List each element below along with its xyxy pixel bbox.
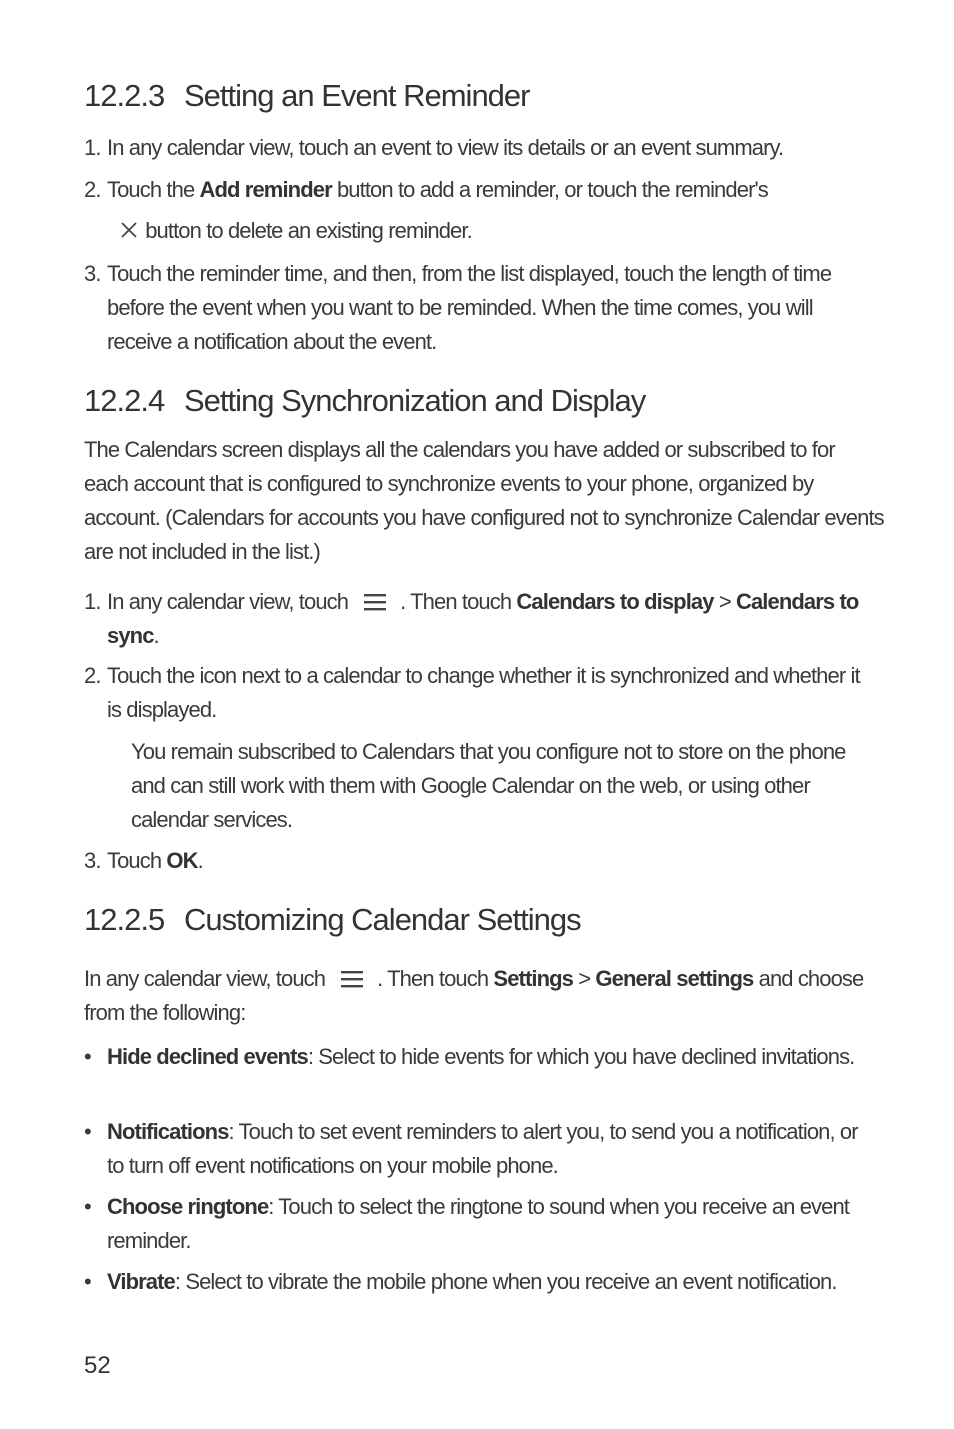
list-number: 1. — [84, 589, 101, 614]
list-text: Touch the reminder time, and then, from the list displayed, touch the length of time before the event when you want to be reminded. When the time comes, you will receive a notification about the event. — [107, 261, 832, 354]
section-title: Setting an Event Reminder — [184, 78, 530, 113]
option-name: Vibrate — [107, 1269, 175, 1294]
list-item — [84, 173, 874, 207]
option-name: Choose ringtone — [107, 1194, 269, 1219]
bullet-text — [107, 1265, 874, 1299]
text-run: button to add a reminder, or touch the reminder's — [331, 177, 768, 202]
list-number: 3. — [84, 848, 101, 873]
text-run: In any calendar view, touch — [84, 966, 326, 991]
section-heading-12-2-3 — [84, 78, 530, 114]
section-heading-12-2-5 — [84, 902, 581, 938]
calendars-to-display-label: Calendars to display — [516, 589, 714, 614]
text-run: Touch the — [107, 177, 200, 202]
section-title: Setting Synchronization and Display — [184, 383, 646, 418]
list-text — [107, 173, 874, 207]
section-number: 12.2.5 — [84, 902, 165, 937]
bullet-item — [84, 1115, 874, 1183]
list-number: 2. — [84, 177, 101, 202]
text-run: . Then touch — [377, 966, 494, 991]
list-item — [84, 585, 874, 653]
list-item — [84, 257, 874, 359]
calendars-to-sync-label: Calendars to sync — [107, 589, 859, 648]
section-intro: The Calendars screen displays all the calendars you have added or subscribed to for each account that is configured to synchronize events to your phone, organized by account. (Calendars for accounts you have configured not to synchronize Calendar events are not included in the list.) — [84, 437, 884, 564]
text-run: > — [713, 589, 736, 614]
bullet-text — [107, 1115, 874, 1183]
list-text — [107, 844, 874, 878]
text-run: > — [573, 966, 596, 991]
list-text — [107, 585, 874, 653]
bullet-marker: • — [84, 1044, 91, 1069]
menu-icon — [339, 969, 365, 989]
list-item — [84, 131, 874, 165]
general-settings-label: General settings — [595, 966, 754, 991]
text-run: and choose from the following: — [84, 966, 864, 1025]
text-run: button to delete an existing reminder. — [140, 218, 472, 243]
section-number: 12.2.3 — [84, 78, 165, 113]
bullet-marker: • — [84, 1119, 91, 1144]
option-description: : Touch to select the ringtone to sound when you receive an event reminder. — [107, 1194, 850, 1253]
list-text: In any calendar view, touch an event to view its details or an event summary. — [107, 135, 784, 160]
option-description: : Touch to set event reminders to alert you, to send you a notification, or to turn off event notifications on your mobile phone. — [107, 1119, 858, 1178]
list-number: 2. — [84, 663, 101, 688]
settings-label: Settings — [493, 966, 574, 991]
text-run: . Then touch — [400, 589, 517, 614]
option-name: Hide declined events — [107, 1044, 308, 1069]
close-x-icon — [118, 219, 140, 241]
list-continuation — [118, 214, 472, 248]
page-number: 52 — [84, 1352, 111, 1379]
bullet-item — [84, 1265, 874, 1299]
add-reminder-label: Add reminder — [199, 177, 332, 202]
section-title: Customizing Calendar Settings — [184, 902, 581, 937]
section-intro — [84, 962, 874, 1030]
list-item — [84, 659, 874, 727]
list-item — [84, 844, 874, 878]
list-number: 3. — [84, 261, 101, 286]
option-description: : Select to vibrate the mobile phone when you receive an event notification. — [174, 1269, 837, 1294]
menu-icon — [362, 592, 388, 612]
bullet-item — [84, 1040, 874, 1074]
section-heading-12-2-4 — [84, 383, 645, 419]
note-text: You remain subscribed to Calendars that you configure not to store on the phone and can still work with them with Google Calendar on the web, or using other calendar services. — [131, 739, 846, 832]
text-run: In any calendar view, touch — [107, 589, 349, 614]
option-name: Notifications — [107, 1119, 229, 1144]
ok-label: OK — [166, 848, 198, 873]
bullet-text — [107, 1190, 874, 1258]
bullet-marker: • — [84, 1269, 91, 1294]
bullet-text — [107, 1040, 874, 1074]
option-description: : Select to hide events for which you have declined invitations. — [307, 1044, 855, 1069]
list-number: 1. — [84, 135, 101, 160]
text-run: . — [153, 623, 159, 648]
text-run: Touch — [107, 848, 167, 873]
bullet-marker: • — [84, 1194, 91, 1219]
bullet-item — [84, 1190, 874, 1258]
section-number: 12.2.4 — [84, 383, 165, 418]
text-run: . — [197, 848, 203, 873]
list-text: Touch the icon next to a calendar to change whether it is synchronized and whether it is displayed. — [107, 663, 860, 722]
